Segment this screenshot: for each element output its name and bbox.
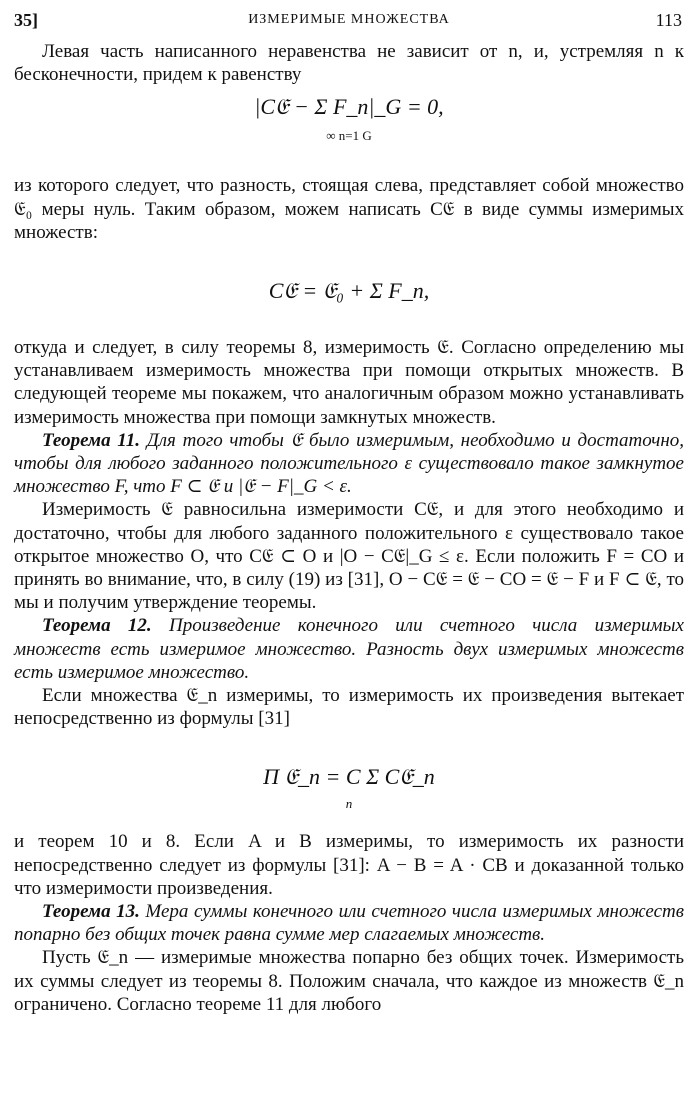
- section-number: 35]: [14, 10, 38, 30]
- page-header: [14, 10, 684, 40]
- running-title: ИЗМЕРИМЫЕ МНОЖЕСТВА: [248, 12, 450, 27]
- equation-1-text: |C𝔈 − Σ F_n|_G = 0,: [254, 94, 444, 120]
- equation-2-text: C𝔈 = 𝔈₀ + Σ F_n,: [268, 278, 430, 304]
- book-page: [14, 10, 684, 1016]
- paragraph-2: из которого следует, что разность, стоящая слева, представляет собой множество 𝔈₀ меры нуль. Таким образом, можем написать C𝔈 в виде суммы измеримых множеств:: [14, 175, 684, 243]
- equation-2: [14, 244, 684, 336]
- theorem-11: [14, 429, 684, 499]
- paragraph-4: Измеримость 𝔈 равносильна измеримости C𝔈, и для этого необходимо и достаточно, чтобы для любого заданного положительного ε существовало такое открытое множество O, что C𝔈 ⊂ O и |O − C𝔈|_G ≤ ε. Если положить F = CO и принять во внимание, что, в силу (19) из [31], O − C𝔈 = 𝔈 − CO = 𝔈 − F и F ⊂ 𝔈, то мы и получим утверждение теоремы.: [14, 499, 684, 614]
- sum-lower-limit: n=1: [338, 128, 360, 144]
- equation-3-text: Π 𝔈_n = C Σ C𝔈_n: [263, 764, 435, 790]
- equation-3: [14, 730, 684, 830]
- paragraph-1: Левая часть написанного неравенства не зависит от n, и, устремляя n к бесконечности, придем к равенству: [14, 41, 684, 86]
- page-number: 113: [655, 10, 682, 30]
- norm-subscript: G: [362, 128, 372, 144]
- paragraph-5: Если множества 𝔈_n измеримы, то измеримость их произведения вытекает непосредственно из формулы [31]: [14, 685, 684, 730]
- equation-1: [14, 86, 684, 174]
- theorem-11-label: Теорема 11.: [42, 429, 140, 451]
- theorem-11-text: Для того чтобы 𝔈 было измеримым, необходимо и достаточно, чтобы для любого заданного положительного ε существовало такое замкнутое множество F, что F ⊂ 𝔈 и |𝔈 − F|_G < ε.: [14, 429, 684, 498]
- paragraph-7: Пусть 𝔈_n — измеримые множества попарно без общих точек. Измеримость их суммы следует из теоремы 8. Положим сначала, что каждое из множеств 𝔈_n ограничено. Согласно теореме 11 для любого: [14, 947, 684, 1015]
- theorem-13-text: Мера суммы конечного или счетного числа измеримых множеств попарно без общих точек равна сумме мер слагаемых множеств.: [14, 901, 685, 946]
- paragraph-6: и теорем 10 и 8. Если A и B измеримы, то измеримость их разности непосредственно следует из формулы [31]: A − B = A · CB и доказанной только что измеримости произведения.: [14, 831, 684, 899]
- product-sum-index: n: [345, 796, 353, 812]
- paragraph-3: откуда и следует, в силу теоремы 8, измеримость 𝔈. Согласно определению мы устанавливаем измеримость множества при помощи открытых множеств. В следующей теореме мы покажем, что аналогичным образом можно устанавливать измеримость множества при помощи замкнутых множеств.: [14, 337, 684, 428]
- sum-upper-limit: ∞: [326, 128, 336, 144]
- theorem-12-text: Произведение конечного или счетного числа измеримых множеств есть измеримое множество. Разность двух измеримых множеств есть измеримое множество.: [14, 615, 684, 683]
- theorem-13: [14, 900, 684, 946]
- theorem-13-label: Теорема 13.: [42, 901, 140, 923]
- theorem-12: [14, 614, 684, 684]
- theorem-12-label: Теорема 12.: [42, 615, 152, 637]
